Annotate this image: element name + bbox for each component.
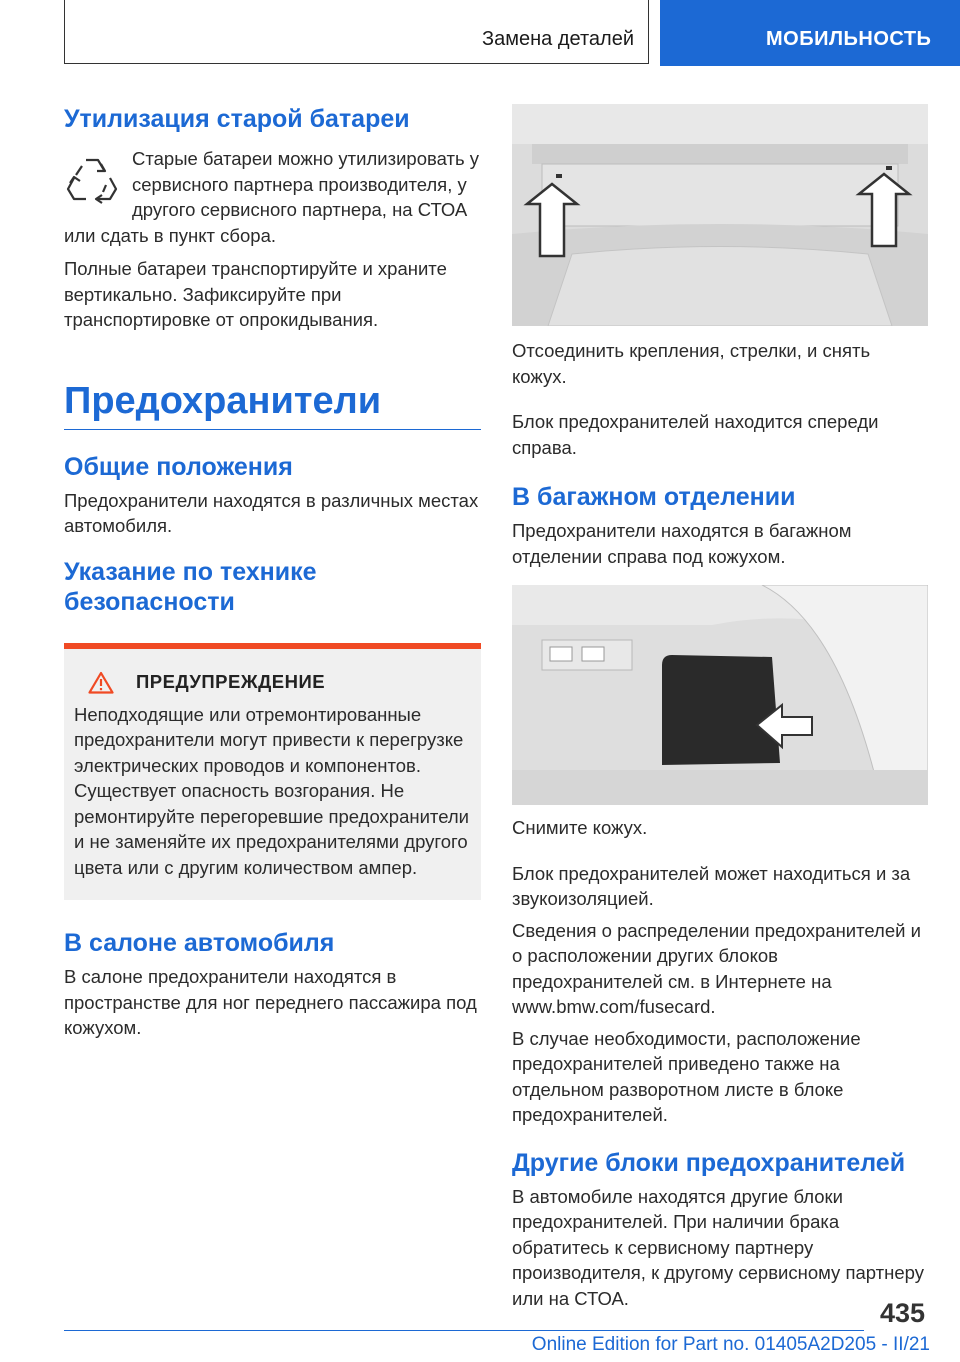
warning-title: ПРЕДУПРЕЖДЕНИЕ [136,671,326,692]
right-column-bottom [512,815,928,1311]
image2-paragraph-2: Сведения о распределении предохранителей и о расположении других блоков предохранителей см. в Интернете на www.bmw.com/fusecard. [512,919,921,1017]
header-chapter-tab [660,0,960,66]
fuses-heading: Предохранители [64,379,382,422]
image2-paragraph-1: Блок предохранителей может находиться и за звукоизоляцией. [512,862,911,909]
trunk-cover-image [512,585,928,805]
recycle-icon [66,152,118,212]
footer-rule [64,1330,864,1331]
warning-box [64,649,481,901]
left-column [64,104,481,1041]
recycle-paragraph-1: Старые батареи можно утилизировать у сервисного партнера производителя, у другого сервисного партнера, на СТОА или сдать в пункт сбора. [64,148,479,246]
other-blocks-paragraph: В автомобиле находятся другие блоки предохранителей. При наличии брака обратитесь к сервисному партнеру производителя, к другому сервисному партнеру или на СТОА. [512,1185,924,1309]
header-chapter-label: МОБИЛЬНОСТЬ [766,28,932,50]
footer-edition: Online Edition for Part no. 01405A2D205 - II/21 [531,1334,930,1355]
image2-caption: Снимите кожух. [512,817,648,838]
warning-triangle-icon [88,671,114,694]
other-blocks-heading: Другие блоки предохранителей [512,1148,906,1177]
cabin-heading: В салоне автомобиля [64,929,335,957]
trunk-heading: В багажном отделении [512,483,796,511]
recycle-paragraph-2: Полные батареи транспортируйте и храните вертикально. Зафиксируйте при транспортировке от опрокидывания. [64,258,447,330]
header-section-label: Замена деталей [482,28,634,50]
warning-text: Неподходящие или отремонтированные предохранители могут привести к перегрузке электрических проводов и компонентов. Существует опасность возгорания. Не ремонтируйте перегоревшие предохранители и не заменяйте их предохранителями другого цвета или с другим количеством ампер. [74,703,470,878]
image1-paragraph: Блок предохранителей находится спереди справа. [512,411,879,458]
page-number: 435 [880,1298,926,1328]
general-heading: Общие положения [64,452,293,481]
right-column-top [512,338,928,569]
recycle-heading: Утилизация старой батареи [64,105,410,133]
header-section-tab [64,0,649,64]
fuses-heading-rule [64,429,481,430]
image2-paragraph-3: В случае необходимости, расположение предохранителей приведено также на отдельном разворотном листе в блоке предохранителей. [512,1027,861,1125]
general-paragraph: Предохранители находятся в различных местах автомобиля. [64,489,479,536]
trunk-paragraph: Предохранители находятся в багажном отделении справа под кожухом. [512,520,852,567]
cover-release-image [512,104,928,326]
image1-caption: Отсоединить крепления, стрелки, и снять кожух. [512,340,871,387]
safety-heading: Указание по технике безопасности [64,557,317,616]
cabin-paragraph: В салоне предохранители находятся в пространстве для ног переднего пассажира под кожухом. [64,966,477,1038]
